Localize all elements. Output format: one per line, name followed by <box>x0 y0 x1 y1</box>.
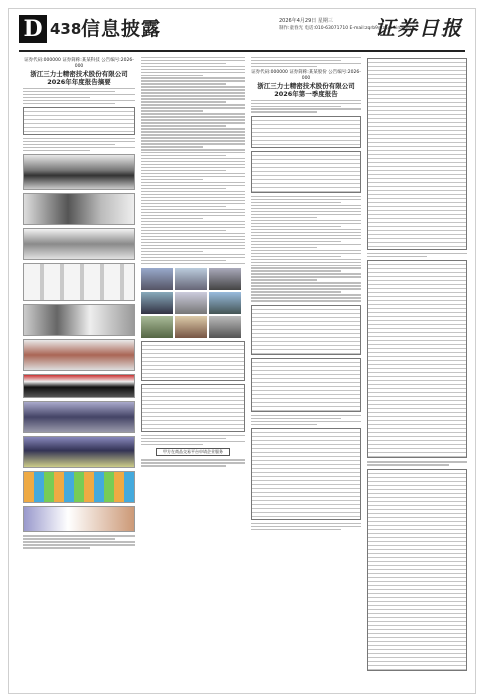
financial-table <box>251 116 361 148</box>
product-photo <box>23 374 135 398</box>
product-photo <box>23 506 135 532</box>
page-number: 438 <box>50 20 82 38</box>
column-quarterly-report <box>251 55 361 687</box>
product-photo <box>23 154 135 190</box>
data-table <box>251 428 361 520</box>
financial-table <box>23 107 135 135</box>
product-photo <box>23 263 135 301</box>
building-photo <box>23 401 135 433</box>
product-photo <box>23 471 135 503</box>
editor-contact: 制作:童春光 电话:010-63071710 E-mail:zqrb9@zqrb.sina.net <box>279 26 412 31</box>
data-table <box>251 305 361 355</box>
section-title: 信息披露 <box>81 18 162 40</box>
building-photo <box>23 436 135 468</box>
newspaper-page <box>8 8 476 694</box>
flow-chart-box: 甲方在商品交易平台申请企业服务 <box>156 448 231 456</box>
article-title: 2026年第一季度报告 <box>274 89 338 98</box>
data-table <box>141 341 245 381</box>
column-balance-sheet <box>367 55 467 687</box>
article-title: 2026年年度报告摘要 <box>47 78 111 86</box>
data-table <box>251 358 361 412</box>
section-letter: D <box>19 15 47 43</box>
product-photo <box>23 193 135 225</box>
article-company: 浙江三力士精密技术股份有限公司 <box>257 81 355 90</box>
column-annual-report <box>23 55 135 687</box>
newspaper-logo: 证券日报 <box>375 16 463 40</box>
financial-table <box>251 151 361 193</box>
product-photo <box>23 228 135 260</box>
article-codes: 证券代码:000000 证券简称:某某股份 公告编号:2026-000 <box>251 69 361 81</box>
issue-date: 2026年4月29日 星期三 <box>279 18 333 24</box>
product-photo <box>23 339 135 371</box>
article-codes: 证券代码:000000 证券简称:某某科技 公告编号:2026-000 <box>24 58 134 69</box>
data-table <box>141 384 245 432</box>
cash-flow-table <box>367 469 467 671</box>
column-body <box>141 55 245 687</box>
balance-sheet-table <box>367 58 467 250</box>
income-statement-table <box>367 260 467 458</box>
masthead-rule <box>19 50 465 52</box>
product-photo <box>23 304 135 336</box>
masthead <box>19 15 465 49</box>
article-company: 浙江三力士精密技术股份有限公司 <box>30 70 128 78</box>
photo-grid <box>141 268 245 338</box>
